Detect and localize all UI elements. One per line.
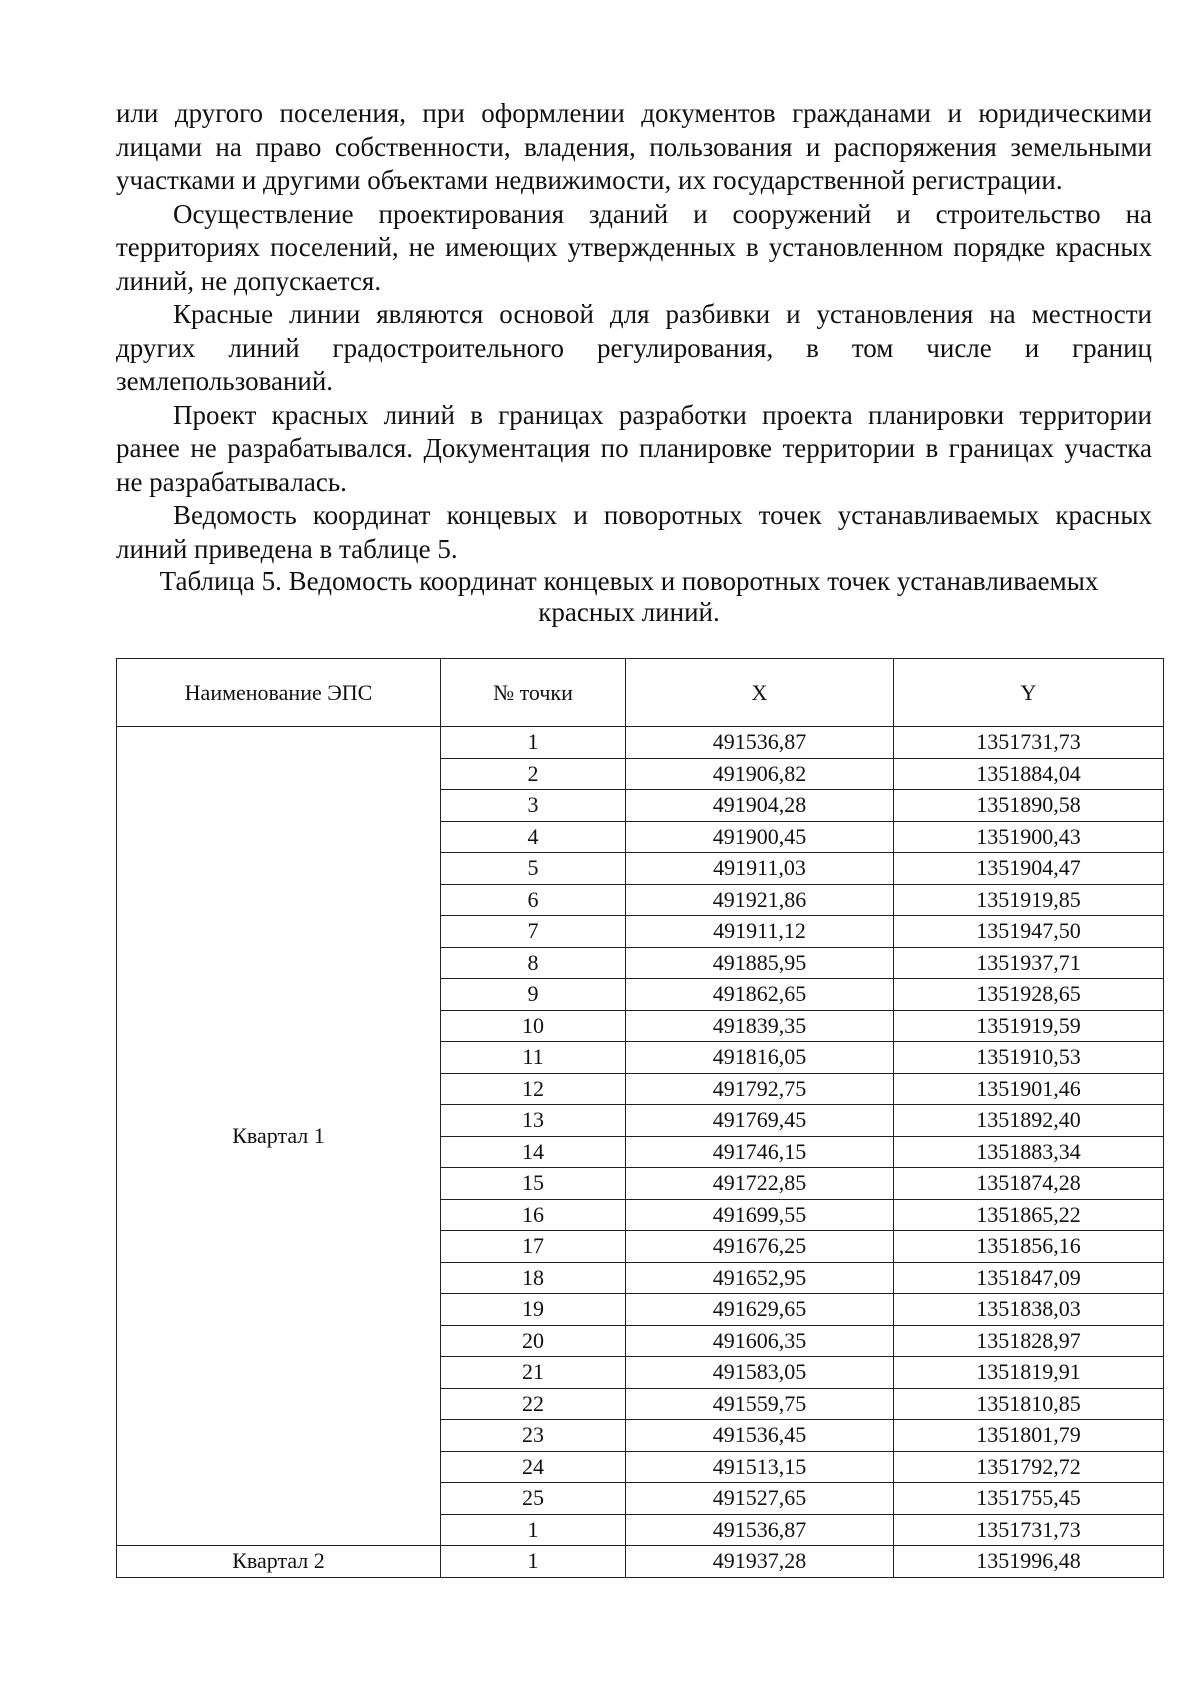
point-number-cell: 4: [441, 821, 626, 853]
x-coordinate-cell: 491921,86: [626, 884, 894, 916]
y-coordinate-cell: 1351819,91: [894, 1357, 1164, 1389]
point-number-cell: 9: [441, 979, 626, 1011]
group-name-cell: Квартал 2: [117, 1546, 441, 1578]
x-coordinate-cell: 491904,28: [626, 790, 894, 822]
paragraph: Ведомость координат концевых и поворотных точек устанавливаемых красных линий приведена в таблице 5.: [116, 500, 1152, 564]
paragraph: Осуществление проектирования зданий и сооружений и строительство на территориях поселений, не имеющих утвержденных в установленном порядке красных линий, не допускается.: [116, 198, 1152, 296]
y-coordinate-cell: 1351792,72: [894, 1451, 1164, 1483]
point-number-cell: 19: [441, 1294, 626, 1326]
header-name: Наименование ЭПС: [117, 659, 441, 727]
group-name-cell: Квартал 1: [117, 727, 441, 1546]
point-number-cell: 6: [441, 884, 626, 916]
y-coordinate-cell: 1351874,28: [894, 1168, 1164, 1200]
y-coordinate-cell: 1351904,47: [894, 853, 1164, 885]
table-row: [117, 1546, 1164, 1578]
point-number-cell: 13: [441, 1105, 626, 1137]
point-number-cell: 20: [441, 1325, 626, 1357]
y-coordinate-cell: 1351928,65: [894, 979, 1164, 1011]
point-number-cell: 5: [441, 853, 626, 885]
x-coordinate-cell: 491559,75: [626, 1388, 894, 1420]
y-coordinate-cell: 1351947,50: [894, 916, 1164, 948]
paragraphs: [116, 97, 1152, 566]
point-number-cell: 18: [441, 1262, 626, 1294]
point-number-cell: 8: [441, 947, 626, 979]
x-coordinate-cell: 491513,15: [626, 1451, 894, 1483]
document-body: [116, 97, 1152, 628]
y-coordinate-cell: 1351865,22: [894, 1199, 1164, 1231]
paragraph: или другого поселения, при оформлении документов гражданами и юридическими лицами на право собственности, владения, пользования и распоряжения земельными участками и другими объектами недвижимости, их государственной регистрации.: [116, 98, 1152, 195]
x-coordinate-cell: 491906,82: [626, 758, 894, 790]
x-coordinate-cell: 491885,95: [626, 947, 894, 979]
x-coordinate-cell: 491911,03: [626, 853, 894, 885]
x-coordinate-cell: 491937,28: [626, 1546, 894, 1578]
paragraph: Проект красных линий в границах разработки проекта планировки территории ранее не разрабатывался. Документация по планировке территории в границах участка не разрабатывалась.: [116, 399, 1152, 497]
y-coordinate-cell: 1351919,59: [894, 1010, 1164, 1042]
coordinates-table: [116, 658, 1164, 1578]
point-number-cell: 21: [441, 1357, 626, 1389]
table-row: [117, 727, 1164, 759]
point-number-cell: 11: [441, 1042, 626, 1074]
x-coordinate-cell: 491769,45: [626, 1105, 894, 1137]
point-number-cell: 12: [441, 1073, 626, 1105]
x-coordinate-cell: 491900,45: [626, 821, 894, 853]
point-number-cell: 24: [441, 1451, 626, 1483]
y-coordinate-cell: 1351919,85: [894, 884, 1164, 916]
point-number-cell: 10: [441, 1010, 626, 1042]
y-coordinate-cell: 1351910,53: [894, 1042, 1164, 1074]
y-coordinate-cell: 1351900,43: [894, 821, 1164, 853]
header-y: Y: [894, 659, 1164, 727]
y-coordinate-cell: 1351901,46: [894, 1073, 1164, 1105]
coordinates-table-container: [116, 658, 1164, 1578]
x-coordinate-cell: 491911,12: [626, 916, 894, 948]
point-number-cell: 1: [441, 1546, 626, 1578]
y-coordinate-cell: 1351847,09: [894, 1262, 1164, 1294]
y-coordinate-cell: 1351801,79: [894, 1420, 1164, 1452]
x-coordinate-cell: 491746,15: [626, 1136, 894, 1168]
point-number-cell: 1: [441, 727, 626, 759]
point-number-cell: 14: [441, 1136, 626, 1168]
y-coordinate-cell: 1351883,34: [894, 1136, 1164, 1168]
x-coordinate-cell: 491816,05: [626, 1042, 894, 1074]
y-coordinate-cell: 1351892,40: [894, 1105, 1164, 1137]
y-coordinate-cell: 1351996,48: [894, 1546, 1164, 1578]
y-coordinate-cell: 1351731,73: [894, 727, 1164, 759]
y-coordinate-cell: 1351884,04: [894, 758, 1164, 790]
x-coordinate-cell: 491839,35: [626, 1010, 894, 1042]
point-number-cell: 23: [441, 1420, 626, 1452]
x-coordinate-cell: 491652,95: [626, 1262, 894, 1294]
x-coordinate-cell: 491536,87: [626, 1514, 894, 1546]
y-coordinate-cell: 1351856,16: [894, 1231, 1164, 1263]
x-coordinate-cell: 491676,25: [626, 1231, 894, 1263]
point-number-cell: 1: [441, 1514, 626, 1546]
x-coordinate-cell: 491606,35: [626, 1325, 894, 1357]
header-point: № точки: [441, 659, 626, 727]
x-coordinate-cell: 491629,65: [626, 1294, 894, 1326]
x-coordinate-cell: 491722,85: [626, 1168, 894, 1200]
point-number-cell: 2: [441, 758, 626, 790]
y-coordinate-cell: 1351810,85: [894, 1388, 1164, 1420]
x-coordinate-cell: 491536,87: [626, 727, 894, 759]
y-coordinate-cell: 1351890,58: [894, 790, 1164, 822]
header-x: X: [626, 659, 894, 727]
point-number-cell: 25: [441, 1483, 626, 1515]
table-caption: Таблица 5. Ведомость координат концевых и поворотных точек устанавливаемых красных линий.: [159, 566, 1099, 627]
point-number-cell: 3: [441, 790, 626, 822]
x-coordinate-cell: 491699,55: [626, 1199, 894, 1231]
y-coordinate-cell: 1351937,71: [894, 947, 1164, 979]
y-coordinate-cell: 1351731,73: [894, 1514, 1164, 1546]
table-header-row: [117, 659, 1164, 727]
point-number-cell: 17: [441, 1231, 626, 1263]
point-number-cell: 16: [441, 1199, 626, 1231]
point-number-cell: 22: [441, 1388, 626, 1420]
paragraph: Красные линии являются основой для разбивки и установления на местности других линий градостроительного регулирования, в том числе и границ землепользований.: [116, 299, 1152, 396]
y-coordinate-cell: 1351838,03: [894, 1294, 1164, 1326]
x-coordinate-cell: 491792,75: [626, 1073, 894, 1105]
point-number-cell: 15: [441, 1168, 626, 1200]
x-coordinate-cell: 491583,05: [626, 1357, 894, 1389]
x-coordinate-cell: 491862,65: [626, 979, 894, 1011]
x-coordinate-cell: 491536,45: [626, 1420, 894, 1452]
x-coordinate-cell: 491527,65: [626, 1483, 894, 1515]
table-body: [117, 727, 1164, 1578]
y-coordinate-cell: 1351755,45: [894, 1483, 1164, 1515]
point-number-cell: 7: [441, 916, 626, 948]
y-coordinate-cell: 1351828,97: [894, 1325, 1164, 1357]
